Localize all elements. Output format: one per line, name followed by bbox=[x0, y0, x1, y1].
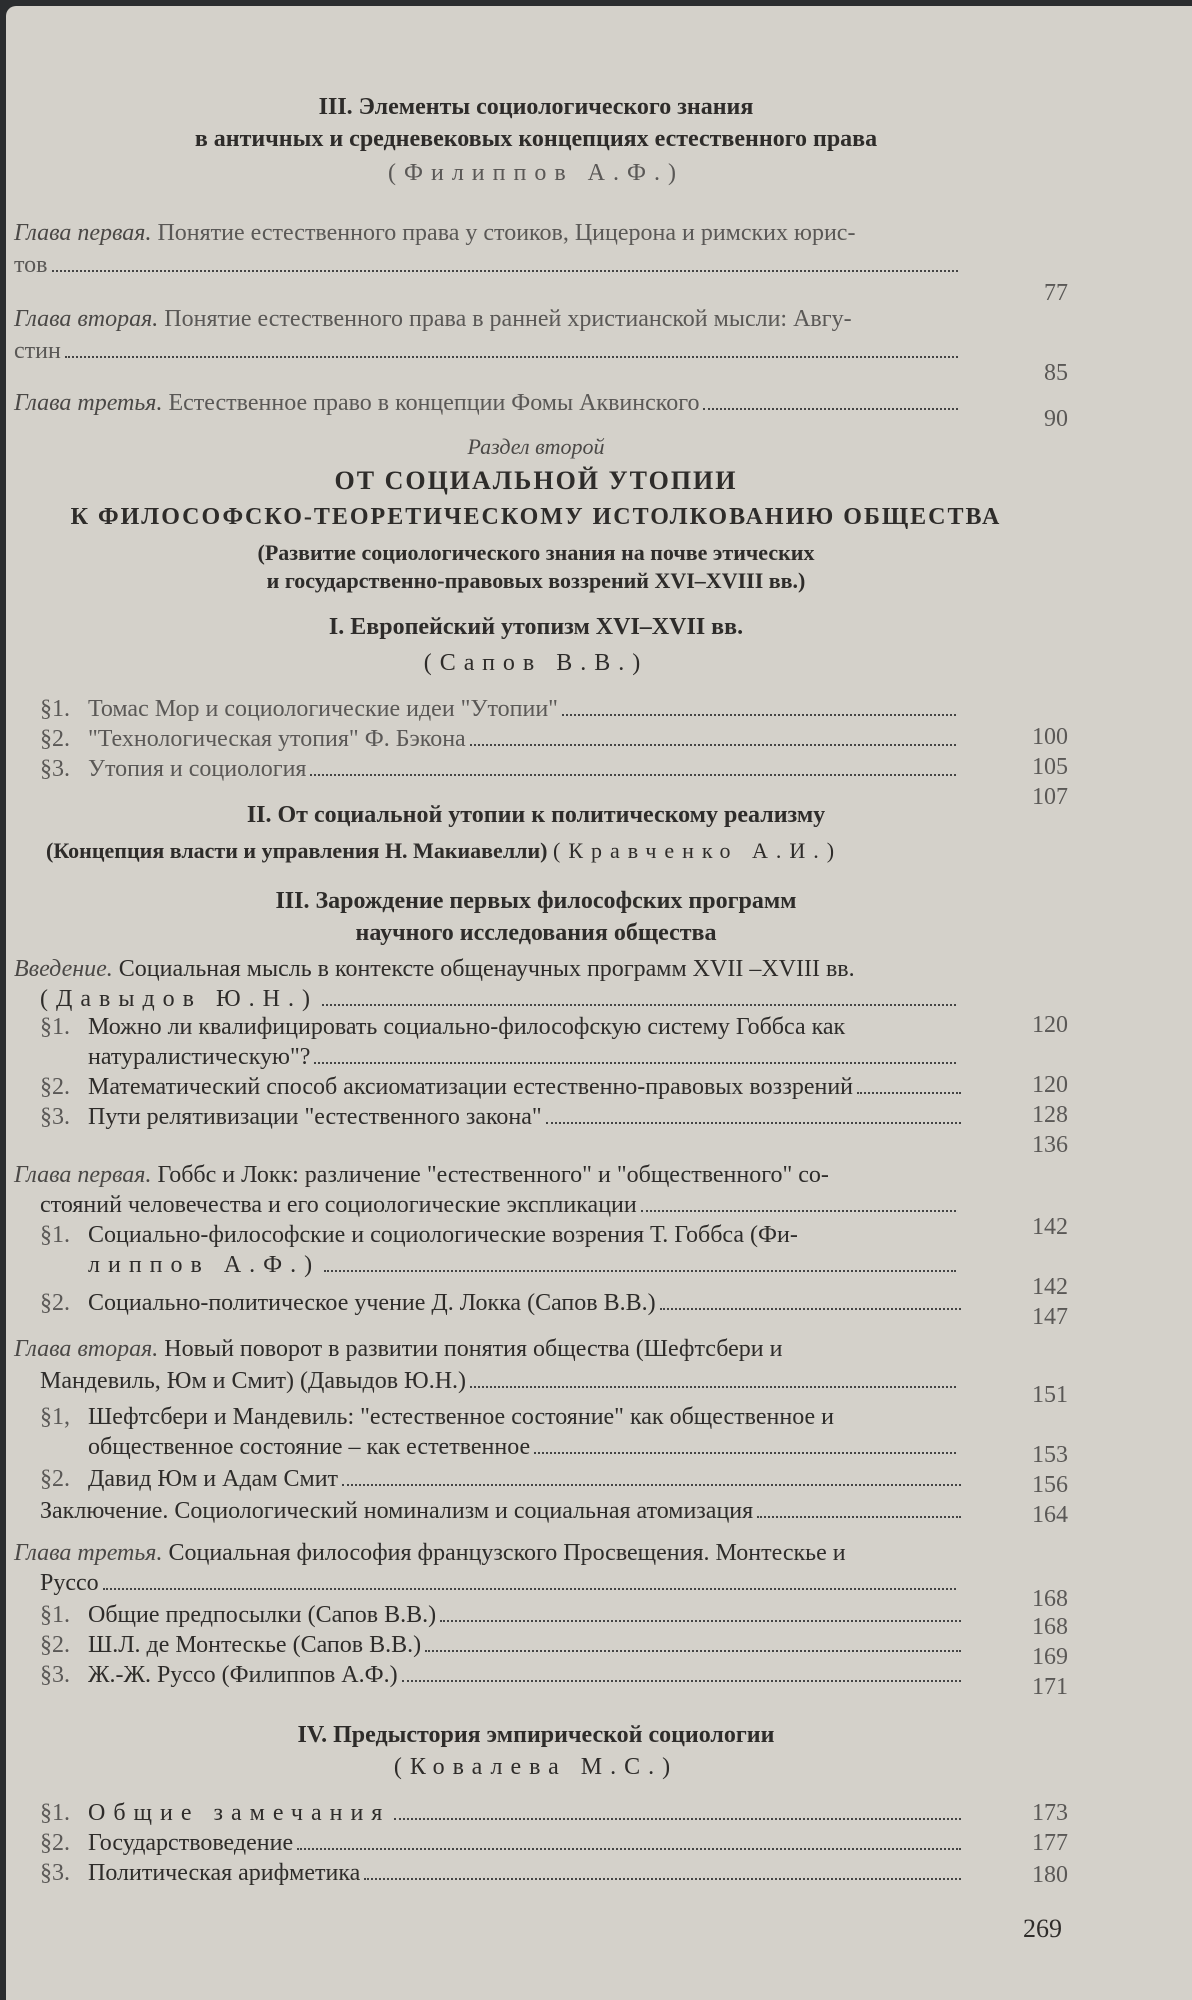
entry-text: общественное состояние – как естетвенное bbox=[88, 1434, 531, 1460]
toc-entry bbox=[14, 956, 1004, 983]
toc-entry bbox=[14, 306, 974, 333]
toc-entry bbox=[40, 1074, 965, 1101]
page-ref: 177 bbox=[1032, 1830, 1068, 1856]
entry-text: Руссо bbox=[40, 1570, 99, 1596]
page-ref: 90 bbox=[1044, 406, 1068, 432]
paragraph-mark: §2. bbox=[40, 1466, 70, 1492]
entry-text: Давид Юм и Адам Смит bbox=[88, 1466, 339, 1492]
toc-entry bbox=[40, 1602, 965, 1629]
toc-entry bbox=[40, 1860, 965, 1887]
entry-text: Пути релятивизации "естественного закона" bbox=[88, 1104, 542, 1130]
toc-entry bbox=[40, 1662, 965, 1689]
entry-text: Мандевиль, Юм и Смит) (Давыдов Ю.Н.) bbox=[40, 1368, 467, 1394]
toc-entry bbox=[40, 696, 960, 723]
book-page bbox=[6, 6, 1192, 2000]
section-author: (Ковалева М.С.) bbox=[393, 1754, 679, 1780]
entry-text: Социальная философия французского Просвещения. Монтескье и bbox=[168, 1540, 846, 1566]
entry-text: Естественное право в концепции Фомы Аквинского bbox=[168, 390, 700, 416]
toc-entry bbox=[40, 1466, 965, 1493]
page-ref: 151 bbox=[1032, 1382, 1068, 1408]
paragraph-mark: §3. bbox=[40, 756, 70, 782]
paragraph-mark: §1. bbox=[40, 1800, 70, 1826]
page-number: 269 bbox=[1023, 1914, 1062, 1943]
entry-text: тов bbox=[14, 252, 48, 278]
entry-text: стояний человечества и его социологические экспликации bbox=[40, 1192, 637, 1218]
entry-author: липпов А.Ф.) bbox=[88, 1252, 321, 1278]
chapter-label: Глава первая. bbox=[14, 220, 152, 246]
page-ref: 156 bbox=[1032, 1472, 1068, 1498]
page-ref: 120 bbox=[1032, 1072, 1068, 1098]
entry-text: Можно ли квалифицировать социально-философскую систему Гоббса как bbox=[88, 1014, 846, 1040]
section-title: III. Зарождение первых философских программ bbox=[275, 888, 797, 914]
page-ref: 120 bbox=[1032, 1012, 1068, 1038]
subtitle-text: (Концепция власти и управления Н. Макиавелли) bbox=[46, 838, 548, 863]
paragraph-mark: §1. bbox=[40, 696, 70, 722]
paragraph-mark: §2. bbox=[40, 1830, 70, 1856]
part-label: Раздел второй bbox=[467, 434, 605, 459]
toc-entry-cont bbox=[14, 252, 962, 279]
entry-text: Ш.Л. де Монтескье (Сапов В.В.) bbox=[88, 1632, 422, 1658]
entry-text: Социально-философские и социологические возрения Т. Гоббса (Фи- bbox=[88, 1222, 798, 1248]
entry-text: Утопия и социология bbox=[88, 756, 307, 782]
toc-entry-cont bbox=[14, 338, 962, 365]
page-ref: 85 bbox=[1044, 360, 1068, 386]
part-subtitle: и государственно-правовых воззрений XVI–XVIII вв.) bbox=[266, 568, 806, 593]
entry-text: Ж.-Ж. Руссо (Филиппов А.Ф.) bbox=[88, 1662, 398, 1688]
paragraph-mark: §3. bbox=[40, 1662, 70, 1688]
page-ref: 136 bbox=[1032, 1132, 1068, 1158]
entry-text: Гоббс и Локк: различение "естественного" и "общественного" со- bbox=[157, 1162, 829, 1188]
page-ref: 128 bbox=[1032, 1102, 1068, 1128]
paragraph-mark: §2. bbox=[40, 726, 70, 752]
toc-entry bbox=[40, 1632, 965, 1659]
toc-entry-cont bbox=[88, 1434, 960, 1461]
chapter-label: Глава первая. bbox=[14, 1162, 152, 1188]
chapter-label: Глава вторая. bbox=[14, 1336, 159, 1362]
entry-text: Шефтсбери и Мандевиль: "естественное состояние" как общественное и bbox=[88, 1404, 834, 1430]
section-author: (Сапов В.В.) bbox=[423, 650, 649, 676]
entry-author: (Давыдов Ю.Н.) bbox=[40, 986, 319, 1012]
page-ref: 180 bbox=[1032, 1862, 1068, 1888]
toc-entry-cont bbox=[88, 1252, 960, 1279]
entry-text: Социально-политическое учение Д. Локка (Сапов В.В.) bbox=[88, 1290, 656, 1316]
entry-text: Понятие естественного права в ранней христианской мысли: Авгу- bbox=[164, 306, 852, 332]
page-ref: 147 bbox=[1032, 1304, 1068, 1330]
part-subtitle: (Развитие социологического знания на почве этических bbox=[257, 540, 815, 565]
toc-entry bbox=[40, 726, 960, 753]
toc-entry bbox=[40, 1014, 1010, 1041]
chapter-label: Глава вторая. bbox=[14, 306, 159, 332]
entry-text: Понятие естественного права у стоиков, Цицерона и римских юрис- bbox=[157, 220, 856, 246]
page-ref: 77 bbox=[1044, 280, 1068, 306]
paragraph-mark: §3. bbox=[40, 1104, 70, 1130]
page-ref: 153 bbox=[1032, 1442, 1068, 1468]
paragraph-mark: §2. bbox=[40, 1632, 70, 1658]
chapter-label: Глава третья. bbox=[14, 1540, 163, 1566]
page-ref: 168 bbox=[1032, 1586, 1068, 1612]
page-ref: 100 bbox=[1032, 724, 1068, 750]
section-subtitle bbox=[46, 838, 842, 864]
section-title: научного исследования общества bbox=[355, 920, 717, 946]
paragraph-mark: §1. bbox=[40, 1014, 70, 1040]
page-ref: 171 bbox=[1032, 1674, 1068, 1700]
page-ref: 169 bbox=[1032, 1644, 1068, 1670]
page-ref: 164 bbox=[1032, 1502, 1068, 1528]
entry-text: Математический способ аксиоматизации естественно-правовых воззрений bbox=[88, 1074, 854, 1100]
toc-entry bbox=[40, 1290, 965, 1317]
section-title: IV. Предыстория эмпирической социологии bbox=[297, 1722, 775, 1748]
toc-entry-cont bbox=[40, 1570, 960, 1597]
entry-text: Заключение. Социологический номинализм и социальная атомизация bbox=[40, 1498, 754, 1524]
paragraph-mark: §3. bbox=[40, 1860, 70, 1886]
toc-entry bbox=[14, 1162, 1004, 1189]
entry-text: Государствоведение bbox=[88, 1830, 294, 1856]
part-title: ОТ СОЦИАЛЬНОЙ УТОПИИ bbox=[334, 466, 738, 495]
entry-text: стин bbox=[14, 338, 61, 364]
section-title: II. От социальной утопии к политическому реализму bbox=[246, 802, 826, 828]
page-ref: 142 bbox=[1032, 1214, 1068, 1240]
toc-entry bbox=[14, 1540, 1004, 1567]
entry-text: "Технологическая утопия" Ф. Бэкона bbox=[88, 726, 466, 752]
toc-entry-cont bbox=[40, 1368, 960, 1395]
paragraph-mark: §2. bbox=[40, 1290, 70, 1316]
paragraph-mark: §1, bbox=[40, 1404, 70, 1430]
paragraph-mark: §1. bbox=[40, 1602, 70, 1628]
section-author: (Филиппов А.Ф.) bbox=[388, 160, 684, 186]
entry-text: Общие замечания bbox=[88, 1800, 391, 1826]
toc-entry-cont bbox=[88, 1044, 960, 1071]
part-title: К ФИЛОСОФСКО-ТЕОРЕТИЧЕСКОМУ ИСТОЛКОВАНИЮ ОБЩЕСТВА bbox=[70, 504, 1002, 530]
toc-entry-cont bbox=[40, 986, 960, 1013]
section-title: I. Европейский утопизм XVI–XVII вв. bbox=[328, 614, 744, 640]
section-author: (Кравченко А.И.) bbox=[553, 838, 843, 863]
page-ref: 168 bbox=[1032, 1614, 1068, 1640]
toc-entry bbox=[14, 390, 962, 417]
section-title: III. Элементы социологического знания bbox=[318, 94, 754, 120]
toc-entry bbox=[40, 1104, 965, 1131]
page-ref: 107 bbox=[1032, 784, 1068, 810]
chapter-label: Глава третья. bbox=[14, 390, 163, 416]
entry-text: Томас Мор и социологические идеи "Утопии" bbox=[88, 696, 558, 722]
entry-text: Социальная мысль в контексте общенаучных программ XVII –XVIII вв. bbox=[118, 956, 855, 982]
paragraph-mark: §1. bbox=[40, 1222, 70, 1248]
toc-entry bbox=[40, 1800, 965, 1827]
paragraph-mark: §2. bbox=[40, 1074, 70, 1100]
toc-entry bbox=[14, 220, 974, 247]
entry-text: Общие предпосылки (Сапов В.В.) bbox=[88, 1602, 437, 1628]
entry-text: Политическая арифметика bbox=[88, 1860, 361, 1886]
page-ref: 173 bbox=[1032, 1800, 1068, 1826]
toc-entry bbox=[40, 1498, 965, 1525]
toc-entry bbox=[40, 1404, 1020, 1431]
page-ref: 105 bbox=[1032, 754, 1068, 780]
entry-text: Новый поворот в развитии понятия общества (Шефтсбери и bbox=[164, 1336, 783, 1362]
entry-text: натуралистическую"? bbox=[88, 1044, 311, 1070]
section-title: в античных и средневековых концепциях естественного права bbox=[194, 126, 878, 152]
page-ref: 142 bbox=[1032, 1274, 1068, 1300]
chapter-label: Введение. bbox=[14, 956, 113, 982]
table-of-contents bbox=[6, 6, 1066, 1966]
toc-entry bbox=[40, 1830, 965, 1857]
toc-entry bbox=[40, 756, 960, 783]
toc-entry bbox=[14, 1336, 1004, 1363]
toc-entry-cont bbox=[40, 1192, 960, 1219]
toc-entry bbox=[40, 1222, 1000, 1249]
